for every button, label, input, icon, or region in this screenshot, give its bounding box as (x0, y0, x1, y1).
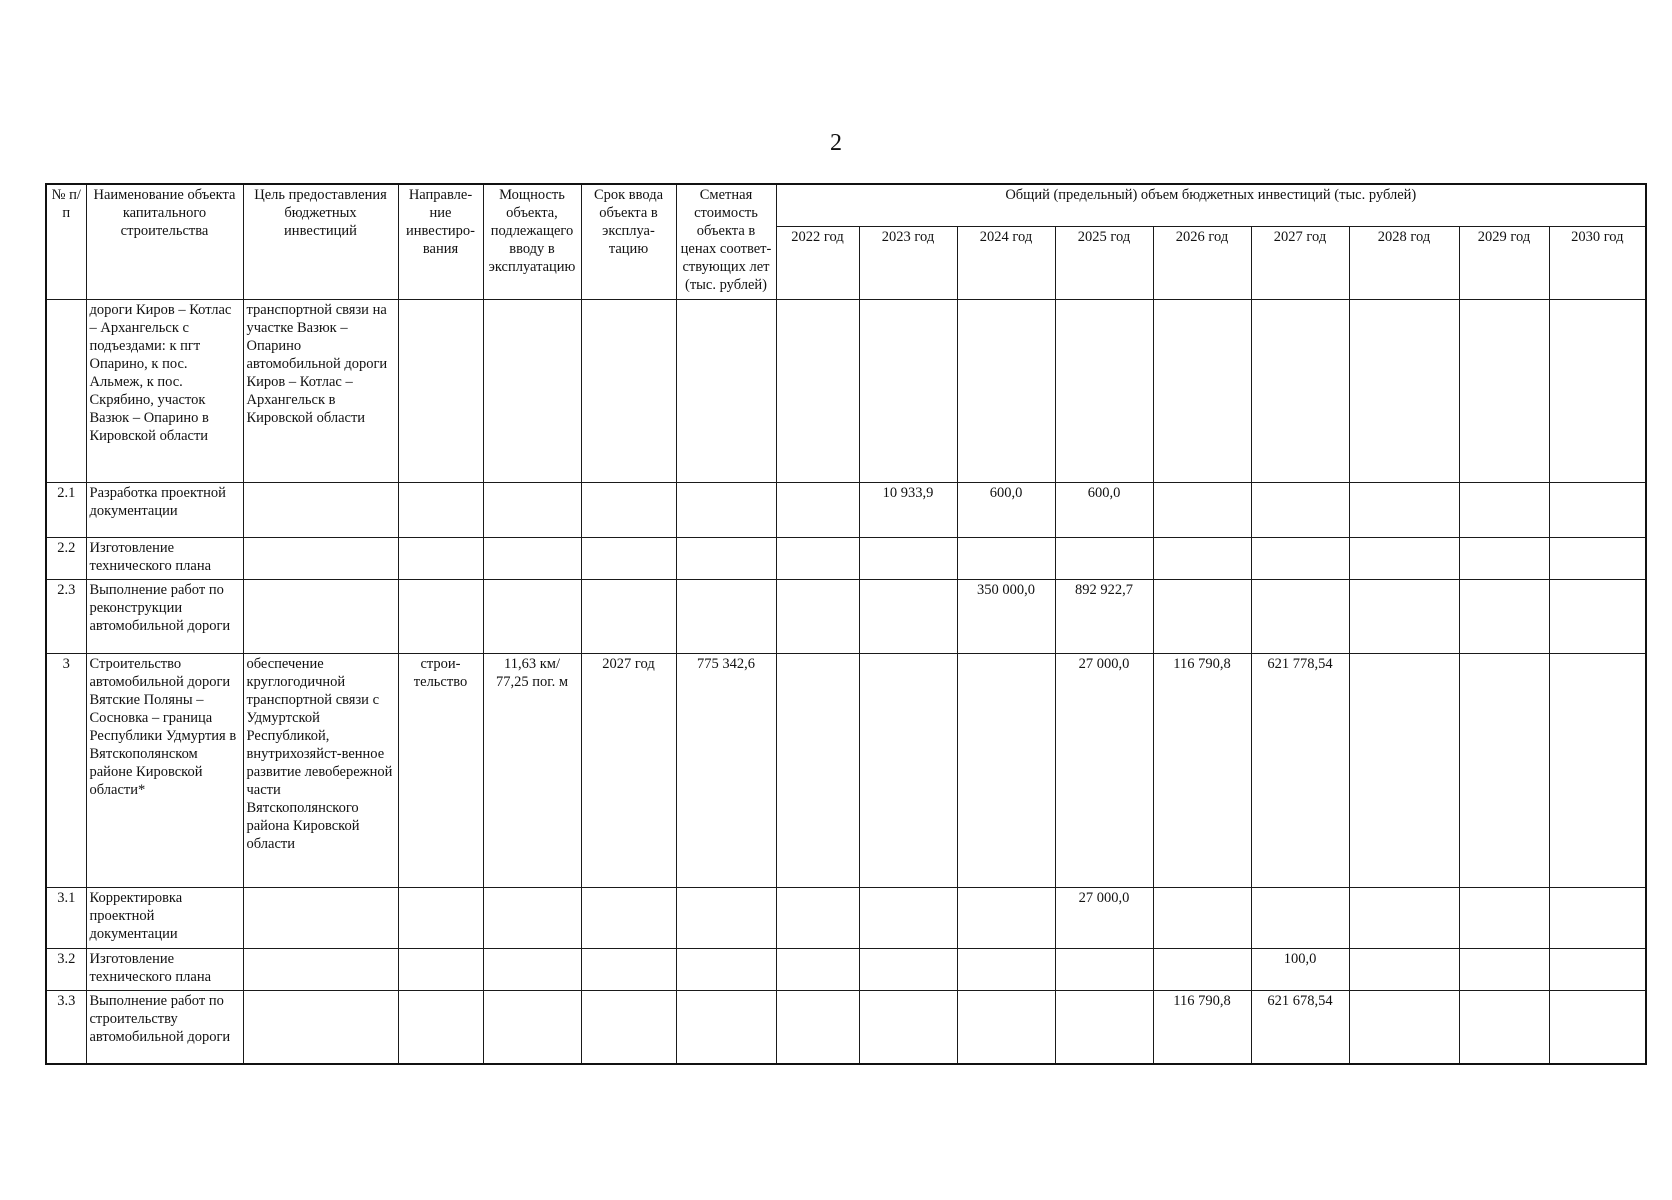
header-num: № п/п (46, 184, 86, 299)
amount-2029-cell (1459, 538, 1549, 580)
amount-2025-cell (1055, 949, 1153, 991)
header-year: 2027 год (1251, 226, 1349, 299)
row-number-cell: 3.3 (46, 990, 86, 1064)
header-year: 2024 год (957, 226, 1055, 299)
investment-goal-cell: транспортной связи на участке Вазюк – Опарино автомобильной дороги Киров – Котлас – Архангельск в Кировской области (243, 299, 398, 483)
amount-2025-cell (1055, 990, 1153, 1064)
object-name-cell: Разработка проектной документации (86, 483, 243, 538)
object-capacity-cell (483, 483, 581, 538)
amount-2026-cell (1153, 299, 1251, 483)
amount-2024-cell (957, 653, 1055, 888)
investment-direction-cell (398, 580, 483, 654)
investment-goal-cell (243, 888, 398, 949)
object-name-cell: Строительство автомобильной дороги Вятские Поляны – Сосновка – граница Республики Удмуртия в Вятскополянском районе Кировской области* (86, 653, 243, 888)
amount-2022-cell (776, 299, 859, 483)
object-capacity-cell (483, 990, 581, 1064)
amount-2029-cell (1459, 580, 1549, 654)
investment-direction-cell (398, 990, 483, 1064)
amount-2027-cell: 100,0 (1251, 949, 1349, 991)
investment-goal-cell (243, 538, 398, 580)
estimated-cost-cell (676, 483, 776, 538)
amount-2029-cell (1459, 483, 1549, 538)
amount-2025-cell: 27 000,0 (1055, 888, 1153, 949)
amount-2028-cell (1349, 580, 1459, 654)
header-year: 2022 год (776, 226, 859, 299)
amount-2027-cell (1251, 299, 1349, 483)
budget-investment-table (45, 183, 1647, 1065)
estimated-cost-cell (676, 990, 776, 1064)
amount-2029-cell (1459, 990, 1549, 1064)
header-year: 2030 год (1549, 226, 1646, 299)
amount-2025-cell (1055, 299, 1153, 483)
object-capacity-cell (483, 299, 581, 483)
amount-2027-cell (1251, 483, 1349, 538)
header-year: 2026 год (1153, 226, 1251, 299)
amount-2028-cell (1349, 990, 1459, 1064)
row-number-cell: 2.1 (46, 483, 86, 538)
investment-direction-cell (398, 483, 483, 538)
amount-2024-cell: 600,0 (957, 483, 1055, 538)
commissioning-term-cell (581, 949, 676, 991)
amount-2026-cell: 116 790,8 (1153, 990, 1251, 1064)
amount-2024-cell (957, 888, 1055, 949)
investment-goal-cell (243, 949, 398, 991)
investment-direction-cell (398, 949, 483, 991)
estimated-cost-cell: 775 342,6 (676, 653, 776, 888)
amount-2023-cell (859, 990, 957, 1064)
amount-2030-cell (1549, 483, 1646, 538)
amount-2027-cell (1251, 580, 1349, 654)
commissioning-term-cell (581, 580, 676, 654)
header-year: 2025 год (1055, 226, 1153, 299)
row-number-cell: 3.2 (46, 949, 86, 991)
amount-2026-cell: 116 790,8 (1153, 653, 1251, 888)
amount-2024-cell: 350 000,0 (957, 580, 1055, 654)
amount-2025-cell: 27 000,0 (1055, 653, 1153, 888)
amount-2023-cell (859, 949, 957, 991)
amount-2023-cell (859, 653, 957, 888)
investment-goal-cell (243, 990, 398, 1064)
amount-2024-cell (957, 538, 1055, 580)
estimated-cost-cell (676, 888, 776, 949)
amount-2027-cell: 621 778,54 (1251, 653, 1349, 888)
row-number-cell (46, 299, 86, 483)
investment-direction-cell: строи-тельство (398, 653, 483, 888)
amount-2026-cell (1153, 538, 1251, 580)
amount-2029-cell (1459, 299, 1549, 483)
amount-2030-cell (1549, 299, 1646, 483)
table-row (46, 888, 1646, 949)
header-goal: Цель предоставления бюджетных инвестиций (243, 184, 398, 299)
commissioning-term-cell (581, 483, 676, 538)
header-total-investment: Общий (предельный) объем бюджетных инвестиций (тыс. рублей) (776, 184, 1646, 226)
header-object-name: Наименование объекта капитального строительства (86, 184, 243, 299)
header-estimated-cost: Сметная стоимость объекта в ценах соответ-ствующих лет (тыс. рублей) (676, 184, 776, 299)
amount-2022-cell (776, 580, 859, 654)
amount-2030-cell (1549, 888, 1646, 949)
amount-2029-cell (1459, 653, 1549, 888)
amount-2023-cell (859, 299, 957, 483)
header-year: 2028 год (1349, 226, 1459, 299)
commissioning-term-cell (581, 888, 676, 949)
row-number-cell: 3.1 (46, 888, 86, 949)
amount-2027-cell (1251, 538, 1349, 580)
amount-2024-cell (957, 949, 1055, 991)
object-capacity-cell: 11,63 км/ 77,25 пог. м (483, 653, 581, 888)
header-direction: Направле-ние инвестиро-вания (398, 184, 483, 299)
amount-2028-cell (1349, 888, 1459, 949)
amount-2025-cell: 600,0 (1055, 483, 1153, 538)
amount-2029-cell (1459, 949, 1549, 991)
commissioning-term-cell (581, 299, 676, 483)
row-number-cell: 2.2 (46, 538, 86, 580)
header-commissioning-term: Срок ввода объекта в эксплуа-тацию (581, 184, 676, 299)
investment-direction-cell (398, 538, 483, 580)
amount-2022-cell (776, 483, 859, 538)
amount-2028-cell (1349, 483, 1459, 538)
commissioning-term-cell: 2027 год (581, 653, 676, 888)
header-year: 2029 год (1459, 226, 1549, 299)
amount-2022-cell (776, 538, 859, 580)
header-row-main (46, 184, 1646, 226)
object-capacity-cell (483, 888, 581, 949)
estimated-cost-cell (676, 299, 776, 483)
investment-direction-cell (398, 888, 483, 949)
amount-2023-cell (859, 538, 957, 580)
amount-2022-cell (776, 653, 859, 888)
amount-2027-cell (1251, 888, 1349, 949)
estimated-cost-cell (676, 949, 776, 991)
header-year: 2023 год (859, 226, 957, 299)
amount-2024-cell (957, 990, 1055, 1064)
table-row (46, 949, 1646, 991)
amount-2030-cell (1549, 538, 1646, 580)
amount-2022-cell (776, 990, 859, 1064)
amount-2030-cell (1549, 653, 1646, 888)
amount-2026-cell (1153, 483, 1251, 538)
amount-2028-cell (1349, 949, 1459, 991)
object-name-cell: Изготовление технического плана (86, 538, 243, 580)
amount-2030-cell (1549, 580, 1646, 654)
row-number-cell: 2.3 (46, 580, 86, 654)
amount-2028-cell (1349, 538, 1459, 580)
amount-2024-cell (957, 299, 1055, 483)
amount-2025-cell: 892 922,7 (1055, 580, 1153, 654)
table-row (46, 538, 1646, 580)
amount-2028-cell (1349, 653, 1459, 888)
investment-goal-cell: обеспечение круглогодичной транспортной связи с Удмуртской Республикой, внутрихозяйст-венное развитие левобережной части Вятскополянского района Кировской области (243, 653, 398, 888)
amount-2025-cell (1055, 538, 1153, 580)
amount-2026-cell (1153, 888, 1251, 949)
object-name-cell: Выполнение работ по реконструкции автомобильной дороги (86, 580, 243, 654)
amount-2026-cell (1153, 949, 1251, 991)
table-row (46, 990, 1646, 1064)
object-name-cell: Изготовление технического плана (86, 949, 243, 991)
object-name-cell: дороги Киров – Котлас – Архангельск с подъездами: к пгт Опарино, к пос. Альмеж, к пос. Скрябино, участок Вазюк – Опарино в Кировской области (86, 299, 243, 483)
page-number: 2 (830, 130, 842, 156)
table-row (46, 653, 1646, 888)
table-row (46, 580, 1646, 654)
amount-2028-cell (1349, 299, 1459, 483)
row-number-cell: 3 (46, 653, 86, 888)
amount-2030-cell (1549, 990, 1646, 1064)
table-row (46, 483, 1646, 538)
investment-direction-cell (398, 299, 483, 483)
header-capacity: Мощность объекта, подлежащего вводу в эксплуатацию (483, 184, 581, 299)
estimated-cost-cell (676, 538, 776, 580)
amount-2022-cell (776, 949, 859, 991)
object-name-cell: Выполнение работ по строительству автомобильной дороги (86, 990, 243, 1064)
investment-goal-cell (243, 580, 398, 654)
object-capacity-cell (483, 538, 581, 580)
commissioning-term-cell (581, 990, 676, 1064)
object-capacity-cell (483, 580, 581, 654)
amount-2026-cell (1153, 580, 1251, 654)
object-name-cell: Корректировка проектной документации (86, 888, 243, 949)
table-body (46, 299, 1646, 1064)
amount-2022-cell (776, 888, 859, 949)
investment-goal-cell (243, 483, 398, 538)
amount-2027-cell: 621 678,54 (1251, 990, 1349, 1064)
estimated-cost-cell (676, 580, 776, 654)
commissioning-term-cell (581, 538, 676, 580)
amount-2030-cell (1549, 949, 1646, 991)
table-row (46, 299, 1646, 483)
amount-2023-cell: 10 933,9 (859, 483, 957, 538)
amount-2029-cell (1459, 888, 1549, 949)
amount-2023-cell (859, 888, 957, 949)
object-capacity-cell (483, 949, 581, 991)
amount-2023-cell (859, 580, 957, 654)
